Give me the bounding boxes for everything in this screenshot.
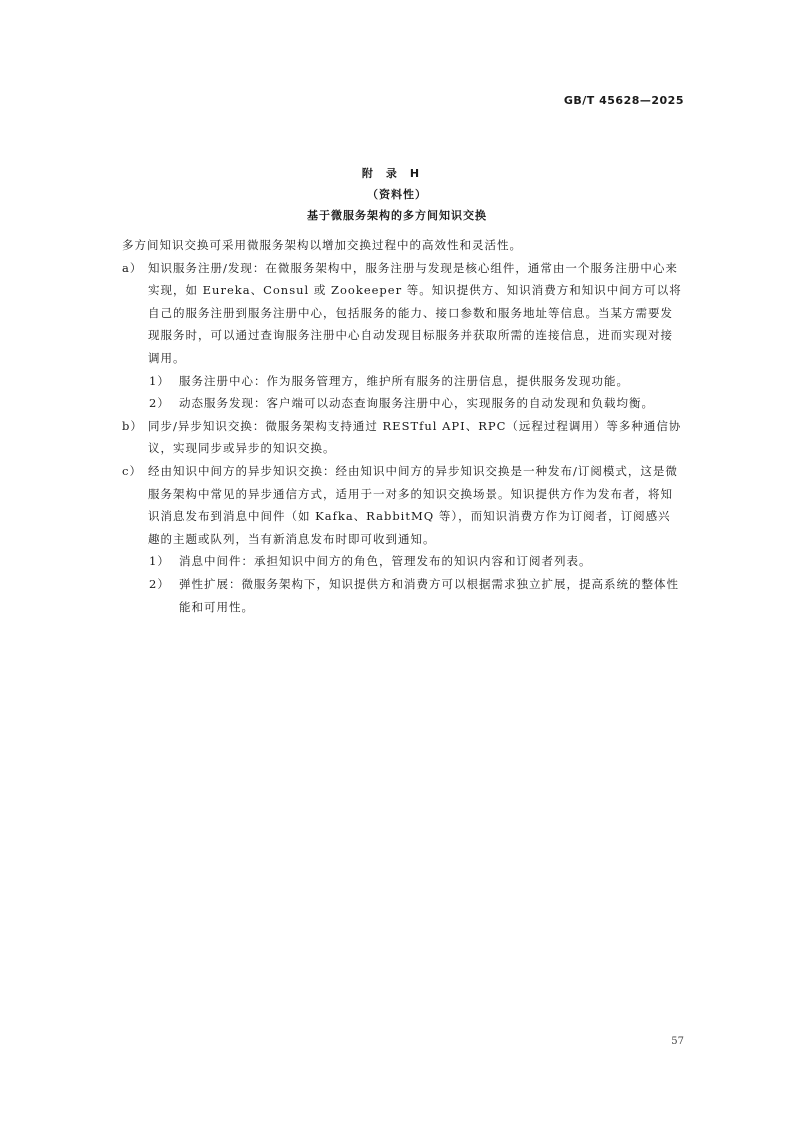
list-marker: b） [122,418,143,433]
sub-list-item [122,392,682,415]
list-item-text: 知识服务注册/发现：在微服务架构中，服务注册与发现是核心组件，通常由一个服务注册中心来实现，如 Eureka、Consul 或 Zookeeper 等。知识提供方、知识消费方和知识中间方可以将自己的服务注册到服务注册中心，包括服务的能力、接口参数和服务地址等信息。当某方需要发现服务时，可以通过查询服务注册中心自动发现目标服务并获取所需的连接信息，进而实现对接调用。 [148,260,682,365]
sub-list-item-text: 消息中间件：承担知识中间方的角色，管理发布的知识内容和订阅者列表。 [179,554,592,569]
list-item-text: 经由知识中间方的异步知识交换：经由知识中间方的异步知识交换是一种发布/订阅模式，这是微服务架构中常见的异步通信方式，适用于一对多的知识交换场景。知识提供方作为发布者，将知识消息发布到消息中间件（如 Kafka、RabbitMQ 等），而知识消费方作为订阅者，订阅感兴趣的主题或队列，当有新消息发布时即可收到通知。 [148,463,678,546]
list-item-c [122,460,682,550]
sub-list-marker: 1） [149,373,170,388]
sub-list-item-text: 弹性扩展：微服务架构下，知识提供方和消费方可以根据需求独立扩展，提高系统的整体性能和可用性。 [179,576,679,614]
sub-list-marker: 2） [149,396,170,411]
list-item-b [122,415,682,460]
annex-title: 附录H [361,167,433,180]
annex-heading: 基于微服务架构的多方间知识交换 [307,209,487,222]
sub-list-item-text: 动态服务发现：客户端可以动态查询服务注册中心，实现服务的自动发现和负载均衡。 [179,396,654,411]
list-item-text: 同步/异步知识交换：微服务架构支持通过 RESTful API、RPC（远程过程调用）等多种通信协议，实现同步或异步的知识交换。 [148,418,682,456]
list-marker: a） [122,260,143,275]
sub-list-item [122,370,682,393]
sub-list-item [122,573,682,618]
sub-list-item [122,550,682,573]
annex-type: （资料性） [367,188,427,201]
document-body [122,234,682,618]
sub-list-marker: 2） [149,576,170,591]
list-marker: c） [122,463,142,478]
sub-list-item-text: 服务注册中心：作为服务管理方，维护所有服务的注册信息，提供服务发现功能。 [179,373,629,388]
standard-code: GB/T 45628—2025 [563,94,684,107]
intro-paragraph: 多方间知识交换可采用微服务架构以增加交换过程中的高效性和灵活性。 [122,238,522,252]
page-number: 57 [671,1036,684,1047]
list-item-a [122,257,682,370]
sub-list-marker: 1） [149,554,170,569]
